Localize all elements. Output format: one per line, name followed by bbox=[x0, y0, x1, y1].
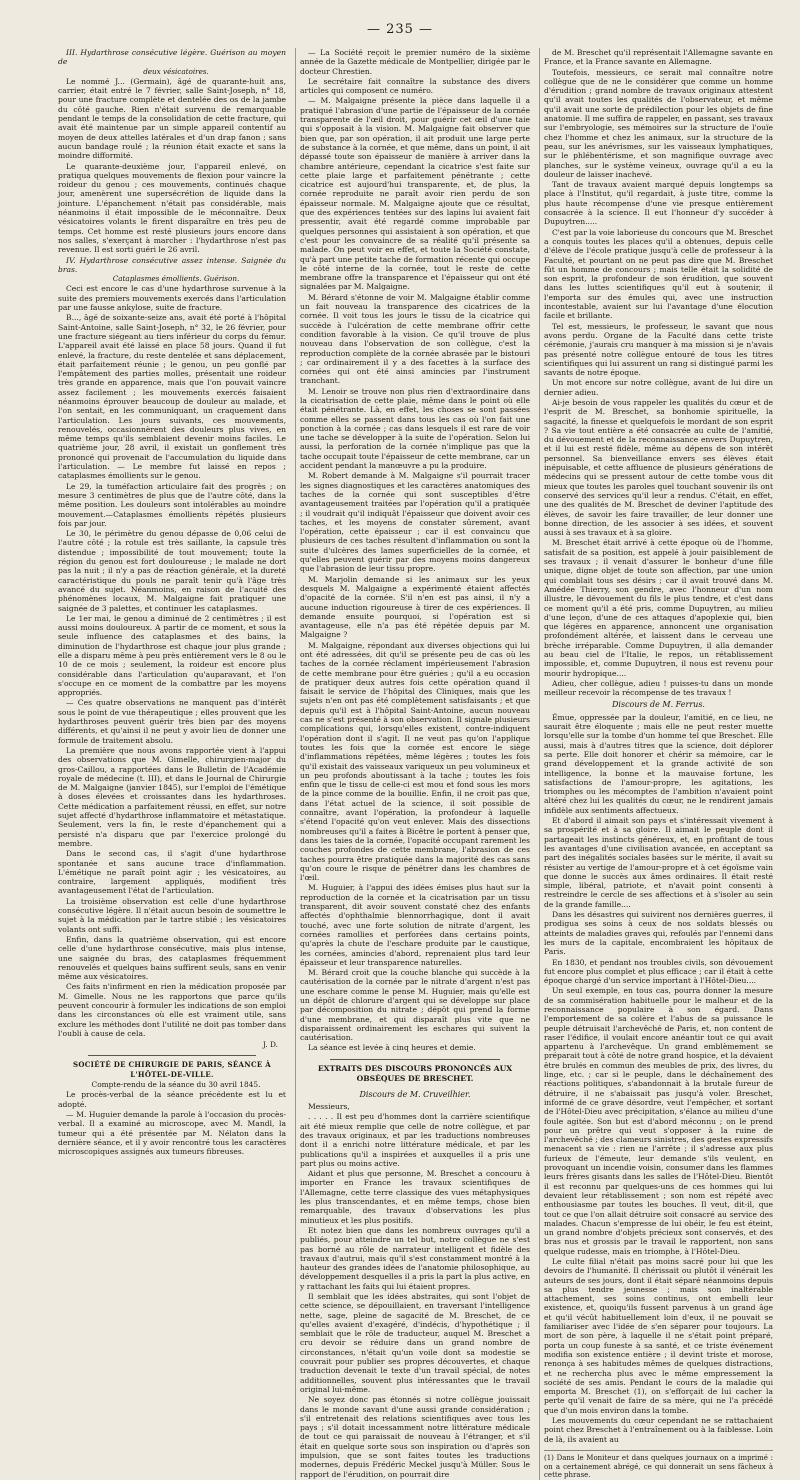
paragraph: C'est par la voie laborieuse du concours que M. Breschet a conquis toutes les places qu'il a obtenues, depuis celle d'élève de l'école pratique jusqu'à celle de professeur à la Faculté, et pourtant on ne peut pas dire que M. Breschet fût un homme de concours ; mais telle était la solidité de son esprit, la profondeur de son érudition, que souvent dans les luttes scientifiques qu'il eut à soutenir, il l'emporta sur des émules qui, avec une instruction incontestable, avaient sur lui l'avantage d'une élocution facile et brillante. bbox=[544, 227, 773, 321]
column-2 bbox=[295, 48, 530, 1480]
society-section-subtitle: Compte-rendu de la séance du 30 avril 1845. bbox=[91, 1080, 261, 1090]
column-1 bbox=[58, 48, 286, 1480]
footnote: (1) Dans le Moniteur et dans quelques journaux on a imprimé : on a certainement abrégé, ce qui donnerait un sens fâcheux à cette phrase. bbox=[544, 1450, 773, 1480]
salutation: Messieurs, bbox=[308, 1102, 350, 1112]
observation-3-title: III. Hydarthrose consécutive légère. Guérison au moyen de bbox=[58, 48, 286, 67]
paragraph: B..., âgé de soixante-seize ans, avait été porté à l'hôpital Saint-Antoine, salle Saint-Joseph, n° 32, le 26 février, pour une fracture siégeant au tiers inférieur du corps du fémur. L'appareil avait été laissé en place 58 jours. Quand il fut enlevé, la fracture, du reste dentelée et sans déplacement, était parfaitement réunie ; le genou, un peu gonflé par l'empâtement des parties molles, présentait une roideur très grande en apparence, mais que l'on pouvait vaincre assez facilement ; les mouvements exercés faisaient néanmoins éprouver beaucoup de douleur au malade, et l'on sentait, en les communiquant, un craquement dans l'articulation. Les jours suivants, ces mouvements, renouvelés, occasionnèrent des douleurs plus vives, en même temps qu'ils semblaient devenir moins faciles. Le quatrième jour, 28 avril, il existait un gonflement très prononcé qui provenait de l'accumulation du liquide dans l'articulation. — Le membre fut laissé en repos ; cataplasmes émollients sur le genou. bbox=[58, 313, 286, 481]
paragraph: La séance est levée à cinq heures et demie. bbox=[308, 1043, 476, 1053]
paragraph: . . . . . Il est peu d'hommes dont la carrière scientifique ait été mieux remplie que celle de notre collègue, et par des travaux originaux, et par les traductions nombreuses dont il a enrichi notre littérature médicale, et par les publications qu'il a inspirées et auxquelles il a pris une part plus ou moins active. bbox=[300, 1112, 530, 1168]
discours-cruveilhier-title: Discours de M. Cruveilhier. bbox=[359, 1089, 471, 1099]
paragraph: Le 1er mai, le genou a diminué de 2 centimètres ; il est aussi moins douloureux. A partir de ce moment, et sous la seule influence des cataplasmes et des bains, la diminution de l'hydarthrose est chaque jour plus grande ; elle a disparu même à peu près entièrement vers le 8 ou le 10 de ce mois ; seulement, la roideur est encore plus considérable dans l'articulation qu'auparavant, et l'on s'occupe en ce moment de la combattre par les moyens appropriés. bbox=[58, 613, 286, 698]
section-divider bbox=[330, 1059, 500, 1060]
paragraph: Ceci est encore le cas d'une hydarthrose survenue à la suite des premiers mouvements exercés dans l'articulation par une fausse ankylose, suite de fracture. bbox=[58, 284, 286, 313]
paragraph: M. Marjolin demande si les animaux sur les yeux desquels M. Malgaigne a expérimenté étaient affectés d'opacité de la cornée. S'il n'en est pas ainsi, il n'y a aucune induction rigoureuse à tirer de ces expériences. Il demande ensuite pourquoi, si l'opération est si avantageuse, elle n'a pas été répétée depuis par M. Malgaigne ? bbox=[300, 574, 530, 640]
observation-4-heading bbox=[58, 256, 286, 284]
paragraph: M. Malgaigne, répondant aux diverses objections qui lui ont été adressées, dit qu'il se présente peu de cas où les taches de la cornée réclament impérieusement l'abrasion de cette membrane pour être guéries ; qu'il a eu occasion de pratiquer deux autres fois cette opération quand il faisait le service de l'hôpital des Cliniques, mais que les sujets n'en ont pas été complètement satisfaisants ; et que depuis qu'il est à l'hôpital Saint-Antoine, aucun nouveau cas ne s'est présenté à son observation. Il signale plusieurs complications qui, lorsqu'elles existent, contre-indiquent l'opération dont il s'agit. Il ne veut pas qu'on l'applique toutes les fois que la cornée est encore le siège d'inflammations répétées, même légères ; toutes les fois qu'il existait des vaisseaux variqueux un peu volumineux et un peu profonds aboutissant à la tache ; toutes les fois enfin que le tissu de celle-ci est mou et fond sous les mors de la pince comme de la bouillie. Enfin, il ne croit pas que, dans l'état actuel de la science, il soit possible de connaître, avant l'opération, la profondeur à laquelle s'étend l'opacité qu'on veut enlever. Mais des dissections nombreuses qu'il a faites à Bicêtre le portent à penser que, dans les taies de la cornée, l'opacité occupant rarement les couches profondes de cette membrane, l'abrasion de ces taches pourra être pratiquée dans la majorité des cas sans qu'on coure le risque de pénétrer dans les chambres de l'œil. bbox=[300, 640, 530, 883]
paragraph: M. Bérard croit que la couche blanche qui succède à la cautérisation de la cornée par le nitrate d'argent n'est pas une eschare comme le pense M. Huguier, mais qu'elle est un dépôt de chlorure d'argent qui se développe sur place par décomposition du nitrate ; dépôt qui prend la forme d'une membrane, et qui disparaît plus vite que ne disparaissent ordinairement les eschares qui suivent la cautérisation. bbox=[300, 968, 530, 1043]
paragraph: M. Lenoir se trouve non plus rien d'extraordinaire dans la cicatrisation de cette plaie, même dans le point où elle était pénétrante. Là, en effet, les choses se sont passées comme elles se passent dans tous les cas où l'on fait une ponction à la cornée ; cas dans lesquels il est rare de voir une tache se développer à la suite de l'opération. Selon lui aussi, la perforation de la cornée n'implique pas que la tache occupait toute l'épaisseur de cette membrane, car un accident pendant la manœuvre a pu la produire. bbox=[300, 386, 530, 471]
paragraph: — M. Huguier demande la parole à l'occasion du procès-verbal. Il a examiné au microscope, avec M. Mandl, la tumeur qui a été présentée par M. Nélaton dans la dernière séance, et il y avoir rencontré tous les caractères microscopiques assignés aux tumeurs fibreuses. bbox=[58, 1109, 286, 1157]
paragraph: Toutefois, messieurs, ce serait mal connaître notre collègue que de ne le considérer que comme un homme d'érudition ; grand nombre de travaux originaux attestent qu'il avait toutes les qualités de l'observateur, et même qu'il avait une sorte de prédilection pour les objets de fine anatomie. Il me suffira de rappeler, en passant, ses travaux sur l'embryologie, ses mémoires sur la structure de l'ouïe chez l'homme et chez les animaux, sur la structure de la peau, sur les anévrismes, sur les vaisseaux lymphatiques, sur le phlébentérisme, et son magnifique ouvrage avec planches, sur le système veineux, ouvrage qu'il a eu la douleur de laisser inachevé. bbox=[544, 67, 773, 179]
paragraph: Et notez bien que dans les nombreux ouvrages qu'il a publiés, pour atteindre un tel but, notre collègue ne s'est pas borné au rôle de narrateur intelligent et fidèle des travaux d'autrui, mais qu'il s'est constamment montré à la hauteur des grandes idées de l'anatomie philosophique, au développement desquelles il a pris la part la plus active, en y rattachant les faits qui lui étaient propres. bbox=[300, 1225, 530, 1291]
paragraph: Les mouvements du cœur cependant ne se rattachaient point chez Breschet à l'entraînement ou à la faiblesse. Loin de là, ils avaient au bbox=[544, 1416, 773, 1444]
paragraph: Un seul exemple, en tous cas, pourra donner la mesure de sa commisération habituelle pour le malheur et de la reconnaissance populaire à son égard. Dans l'emportement de sa colère et l'abus de sa puissance le peuple détruisait l'archevêché de Paris, et, non content de raser l'édifice, il voulait encore anéantir tout ce qui avait appartenu à l'archevêque. Un grand emblèmement se préparait tout à côté de notre grand hospice, et la dévaient être brulés en commun des meubles de prix, des livres, du linge, etc. ; car si le peuple, dans le déchaînement des réactions politiques, s'abandonnait à la brutale fureur de détruire, il ne s'abaissait pas jusqu'à voler. Breschet, informé de ce grave désordre, veut l'empêcher, et sortant de l'Hôtel-Dieu avec précipitation, s'élance au milieu d'une foule agitée. Son but est d'abord méconnu ; on le prend pour un prêtre qui veut s'opposer à la ruine de l'archevêché ; des clameurs sinistres, des gestes expressifs menacent sa vie : rien ne l'arrête ; il s'adresse aux plus furieux de l'émeute, leur demande s'ils veulent, en provoquant un incendie voisin, consumer dans les flammes leurs frères gisants dans les salles de l'Hôtel-Dieu. Bientôt il est reconnu par quelques-uns de ces hommes qui lui devaient leur rétablissement ; son nom est répété avec enthousiasme par toutes les bouches. Il veut, dit-il, que tout ce que l'on allait détruire soit consacré au service des malades. Chacun s'empresse de lui obéir, le feu est éteint, un grand nombre d'objets précieux sont conservés, et des bras nus et grossis par le travail le rapportent, non sans quelque rudesse, mais en triomphe, à l'Hôtel-Dieu. bbox=[544, 986, 773, 1256]
paragraph: La troisième observation est celle d'une hydarthrose consécutive légère. Il n'était aucun besoin de soumettre le sujet à la médication par le tartre stibié ; les vésicatoires volants ont suffi. bbox=[58, 896, 286, 934]
paragraph: M. Huguier, à l'appui des idées émises plus haut sur la reproduction de la cornée et la cicatrisation par un tissu transparent, dit avoir souvent constaté chez des enfants affectés d'ophthalmie blennorrhagique, dont il avait touché, avec une forte solution de nitrate d'argent, les cornées ramollies et perforées dans certains points, qu'après la chute de l'eschare produite par le caustique, les cornées, amincies d'abord, reprenaient plus tard leur épaisseur et leur transparence naturelles. bbox=[300, 883, 530, 967]
paragraph: En 1830, et pendant nos troubles civils, son dévouement fut encore plus complet et plus efficace ; car il était à cette époque chargé d'un service important à l'Hôtel-Dieu.... bbox=[544, 957, 773, 986]
paragraph: Le culte filial n'était pas moins sacré pour lui que les devoirs de l'humanité. Il chérissait ou plutôt il vénérait les auteurs de ses jours, dont il était séparé néanmoins depuis sa plus tendre jeunesse ; mais son inaltérable attachement, ses soins continus, ont embelli leur existence, et, quoiqu'ils fussent parvenus à un grand âge et qu'il vécût habituellement loin d'eux, il ne pouvait se familiariser avec l'idée de s'en séparer pour toujours. La mort de son père, à laquelle il ne s'était point préparé, porta un coup funeste à sa santé, et ce triste événement modifia son existence entière ; il devint triste et morose, renonça à ses habitudes mêmes de quelques distractions, et ne rechercha plus avec le même empressement la société de ses amis. Pendant le cours de la maladie qui emporta M. Breschet (1), on s'efforçait de lui cacher la perte qu'il venait de faire de sa mère, qui ne l'a précédé que d'un mois environ dans la tombe. bbox=[544, 1257, 773, 1415]
paragraph: Adieu, cher collègue, adieu ! puisses-tu dans un monde meilleur recevoir la récompense de tes travaux ! bbox=[544, 678, 773, 698]
paragraph: — M. Malgaigne présente la pièce dans laquelle il a pratiqué l'abrasion d'une partie de l'épaisseur de la cornée transparente de l'œil droit, pour guérir cet œil d'une taie qui s'opposait à la vision. M. Malgaigne fait observer que bien que, par son opération, il ait produit une large perte de substance à la cornée, et que même, dans un point, il ait dépassé toute son épaisseur de manière à arriver dans la chambre antérieure, cependant la cicatrice s'est faite sur cette plaie large et parfaitement pénétrante ; cette cicatrice est aujourd'hui transparente, et, de plus, la cornée reproduite ne paraît avoir rien perdu de son épaisseur normale. M. Malgaigne ajoute que ce résultat, que des expériences tentées sur des lapins lui avaient fait pressentir, avait été regardé comme improbable par quelques personnes qui assistaient à son opération, et que c'est pour les convaincre de sa réalité qu'il présente sa malade. On peut voir en effet, et toute la Société constate, qu'à part une petite tache de formation récente qui occupe le côté interne de la cornée, tout le reste de cette membrane offre la transparence et l'épaisseur qui ont été signalées par M. Malgaigne. bbox=[300, 96, 530, 292]
observation-3-heading bbox=[58, 48, 286, 76]
paragraph: Il semblait que les idées abstraites, qui sont l'objet de cette science, se dépouillaient, en traversant l'intelligence nette, sage, pleine de sagacité de M. Breschet, de ce qu'elles avaient d'exagéré, d'indécis, d'hypothétique ; il semblait que le rôle de traducteur, auquel M. Breschet a cru devoir se réduire dans un grand nombre de circonstances, n'était qu'un voile dont sa modestie se couvrait pour publier ses propres découvertes, et chaque traduction devenait le texte d'un travail spécial, de notes additionnelles, souvent plus intéressantes que le travail original lui-même. bbox=[300, 1292, 530, 1394]
discours-section-title: EXTRAITS DES DISCOURS PRONONCÉS AUX OBSÈQUES DE BRESCHET. bbox=[317, 1063, 513, 1083]
paragraph: Ai-je besoin de vous rappeler les qualités du cœur et de l'esprit de M. Breschet, sa bonhomie spirituelle, la sagacité, la finesse et quelquefois le mordant de son esprit ? Sa vie tout entière a été consacrée au culte de l'amitié, du dévouement et de la reconnaissance envers Dupuytren, et il lui est resté fidèle, même au dépens de son intérêt personnel. Sa bienveillance envers ses élèves était inépuisable, et cette affluence de plusieurs générations de médecins qui se pressent autour de cette tombe vous dit mieux que toutes les paroles quel touchant souvenir ils ont conservé des services qu'il leur a rendus. C'était, en effet, une des qualités de M. Breschet de deviner l'aptitude des élèves, de savoir les faire travailler, de leur donner une bonne direction, de les associer à ses idées, et souvent aussi à ses travaux et à sa gloire. bbox=[544, 397, 773, 538]
paragraph: Le nommé J... (Germain), âgé de quarante-huit ans, carrier, était entré le 7 février, salle Saint-Joseph, n° 18, pour une fracture complète et dentelée des os de la jambe du côté gauche. Rien n'était survenu de remarquable pendant le temps de la consolidation de cette fracture, qui avait été maintenue par un simple appareil contentif au moyen de deux attelles latérales et d'un drap fanon ; sans aucun bandage roulé ; la réunion était exacte et sans la moindre difformité. bbox=[58, 76, 286, 161]
discours-ferrus-title: Discours de M. Ferrus. bbox=[612, 700, 705, 710]
observation-4-title: IV. Hydarthrose consécutive assez intense. Saignée du bras. bbox=[58, 255, 286, 274]
paragraph: Et d'abord il aimait son pays et s'intéressait vivement à sa prospérité et à sa gloire. Il aimait le peuple dont il partageait les instincts généreux, et, en profitant de tous les avantages d'une civilisation avancée, en acceptant sa part des inégalités sociales basées sur le mérite, il avait su résister au vertige de l'amour-propre et à cet égoïsme vain que donne le succès aux âmes ordinaires. Il était resté simple, libéral, patriote, et n'avait point consenti à restreindre le cercle de ses affections et à s'isoler au sein de la grande famille.... bbox=[544, 816, 773, 909]
author-signature: J. D. bbox=[262, 1040, 278, 1050]
paragraph: — Ces quatre observations ne manquent pas d'intérêt sous le point de vue thérapeutique ; elles prouvent que les hydarthroses peuvent guérir très bien par des moyens différents, et qu'ainsi il ne peut y avoir lieu de donner une formule de traitement absolu. bbox=[58, 698, 286, 745]
paragraph: Le quarante-deuxième jour, l'appareil enlevé, on pratiqua quelques mouvements de flexion pour vaincre la roideur du genou ; ces mouvements, continués chaque jour, amenèrent une supersécrétion de liquide dans la jointure. L'épanchement n'était pas considérable, mais néanmoins il était impossible de le méconnaître. Deux vésicatoires volants le firent disparaître en très peu de temps. Cet homme est resté plusieurs jours encore dans nos salles, s'exerçant à marcher : l'hydarthrose n'est pas revenue. Il est sorti guéri le 26 avril. bbox=[58, 161, 286, 255]
observation-4-subtitle: Cataplasmes émollients. Guérison. bbox=[112, 274, 240, 284]
article-columns bbox=[58, 48, 773, 1480]
paragraph: de M. Breschet qu'il représentait l'Allemagne savante en France, et la France savante en Allemagne. bbox=[544, 48, 773, 67]
paragraph: Émue, oppressée par la douleur, l'amitié, en ce lieu, ne saurait être éloquente ; mais elle ne peut rester muette lorsqu'elle sur la tombe d'un homme tel que Breschet. Elle aussi, mais à d'autres titres que la science, doit déplorer sa perte. Elle doit honorer et chérir sa mémoire, car le grand développement et la grande activité de son intelligence, la bonne et la mauvaise fortune, les satisfactions de l'amour-propre, les agitations, les triomphes ou les mécomptes de l'ambition n'avaient point altéré chez lui les qualités du cœur, ne le rendirent jamais infidèle aux sentiments affectueux. bbox=[544, 712, 773, 815]
paragraph: — La Société reçoit le premier numéro de la sixième année de la Gazette médicale de Montpellier, dirigée par le docteur Chrestien. bbox=[300, 48, 530, 76]
page-number: — 235 — bbox=[366, 22, 434, 37]
paragraph: Tel est, messieurs, le professeur, le savant que nous avons perdu. Organe de la Faculté dans cette triste cérémonie, j'aurais cru manquer à ma mission si je n'avais pas présenté notre collègue entouré de tous les titres scientifiques qui lui assurent un rang si distingué parmi les savants de notre époque. bbox=[544, 321, 773, 378]
column-3 bbox=[539, 48, 773, 1480]
paragraph: Dans les désastres qui suivirent nos dernières guerres, il prodigua ses soins à ceux de nos soldats blessés ou atteints de maladies graves qui, refoulés par l'ennemi dans les murs de la capitale, encombraient les hôpitaux de Paris. bbox=[544, 910, 773, 957]
paragraph: M. Robert demande à M. Malgaigne s'il pourrait tracer les signes diagnostiques et les caractères anatomiques des taches de la cornée qui sont susceptibles d'être avantageusement traitées par l'opération qu'il a pratiquée ; il voudrait qu'il indiquât l'épaisseur que doivent avoir ces taches, et les moyens de constater sûrement, avant l'opération, cette épaisseur ; car il est convaincu que plusieurs de ces taches résultent d'inflammation ou sont la suite d'ulcères des lames superficielles de la cornée, et qu'elles peuvent guérir par des moyens moins dangereux que l'abrasion de leur tissu propre. bbox=[300, 471, 530, 574]
paragraph: Ne soyez donc pas étonnés si notre collègue jouissait dans le monde savant d'une aussi grande considération ; s'il entretenait des relations scientifiques avec tous les pays ; s'il dotait incessamment notre littérature médicale de tout ce qui paraissait de nouveau à l'étranger, et s'il était en quelque sorte sous son inspiration ou d'après son impulsion, que se sont faites toutes les traductions modernes, depuis Frédéric Meckel jusqu'à Müller. Sous le rapport de l'érudition, on pourrait dire bbox=[300, 1395, 530, 1479]
paragraph: Le procès-verbal de la séance précédente est lu et adopté. bbox=[58, 1090, 286, 1109]
paragraph: M. Breschet était arrivé à cette époque où de l'homme, satisfait de sa position, est appelé à jouir paisiblement de ses travaux ; il venait d'assurer le bonheur d'une fille unique, digne objet de toute son affection, par une union qui comblait tous ses désirs ; car il avait trouvé dans M. Amédée Thierry, son gendre, avec l'honneur d'un nom illustre, le dévouement du fils le plus tendre, et c'est dans ce moment qu'il a été pris, comme Dupuytren, au milieu d'une leçon, d'une de ces attaques d'apoplexie qui, bien que légères en apparence, annoncent une organisation profondément altérée, et laissent dans le cerveau une brèche irréparable. Comme Dupuytren, il alla demander au beau ciel de l'Italie, le repos, un rétablissement impossible, et, comme Dupuytren, il nous est revenu pour mourir hydropique.... bbox=[544, 538, 773, 678]
paragraph: Tant de travaux avaient marqué depuis longtemps sa place à l'Institut, qu'il regardait, à juste titre, comme la plus haute récompense d'une vie presque entièrement consacrée à la science. Il eut l'honneur d'y succéder à Dupuytren..... bbox=[544, 180, 773, 227]
paragraph: Un mot encore sur notre collègue, avant de lui dire un dernier adieu. bbox=[544, 378, 773, 397]
paragraph: Le secrétaire fait connaître la substance des divers articles qui composent ce numéro. bbox=[300, 76, 530, 96]
paragraph: Dans le second cas, il s'agit d'une hydarthrose spontanée et sans aucune trace d'inflammation. L'émétique ne paraît point agir ; les vésicatoires, au contraire, largement appliqués, modifient très avantageusement l'état de l'articulation. bbox=[58, 849, 286, 896]
paragraph: Enfin, dans la quatrième observation, qui est encore celle d'une hydarthrose consécutive, mais plus intense, une saignée du bras, des cataplasmes fréquemment renouvelés et quelques bains suffirent seuls, sans en venir même aux vésicatoires. bbox=[58, 934, 286, 982]
society-section-title: SOCIÉTÉ DE CHIRURGIE DE PARIS, SÉANCE À L'HÔTEL-DE-VILLE. bbox=[73, 1060, 271, 1079]
observation-3-subtitle: deux vésicatoires. bbox=[143, 66, 209, 76]
paragraph: Ces faits n'infirment en rien la médication proposée par M. Gimelle. Nous ne les rapportons que parce qu'ils peuvent concourir à formuler les indications de son emploi dans les circonstances où elle est vraiment utile, sans exclure les méthodes dont l'utilité ne doit pas tomber dans l'oubli à cause de cela. bbox=[58, 982, 286, 1038]
paragraph: Le 30, le périmètre du genou dépasse de 0,06 celui de l'autre côté ; la rotule est très saillante, la capsule très distendue ; impossibilité de tout mouvement; toute la région du genou est fort douloureuse ; le malade ne dort pas la nuit ; il n'y a pas de réaction générale, et la dureté caractéristique du pouls ne paraît tenir qu'à l'âge très avancé du sujet. Néanmoins, en raison de l'acuité des phénomènes locaux, M. Malgaigne fait pratiquer une saignée de 3 palettes, et continuer les cataplasmes. bbox=[58, 529, 286, 613]
section-divider bbox=[88, 1055, 256, 1056]
paragraph: Aidant et plus que personne, M. Breschet a concouru à importer en France les travaux scientifiques de l'Allemagne, cette terre classique des vues métaphysiques les plus transcendantes, et en même temps, chose bien remarquable, des travaux d'observations les plus minutieux et les plus positifs. bbox=[300, 1169, 530, 1225]
paragraph: Le 29, la tuméfaction articulaire fait des progrès ; on mesure 3 centimètres de plus que de l'autre côté, dans la même position. Les douleurs sont intolérables au moindre mouvement.—Cataplasmes émollients répétés plusieurs fois par jour. bbox=[58, 481, 286, 528]
paragraph: La première que nous avons rapportée vient à l'appui des observations que M. Gimelle, chirurgien-major du gros-Caillou, a rapportées dans le Bulletin de l'Académie royale de médecine (t. III), et dans le Journal de Chirurgie de M. Malgaigne (janvier 1845), sur l'emploi de l'émétique à doses élevées et croissantes dans les hydarthroses. Cette médication a parfaitement réussi, en effet, sur notre sujet affecté d'hydarthrose inflammatoire et métastatique. Seulement, vers la fin, le reste d'épanchement qui a persisté n'a disparu que par l'exercice prolongé du membre. bbox=[58, 745, 286, 848]
paragraph: M. Bérard s'étonne de voir M. Malgaigne établir comme un fait nouveau la transparence des cicatrices de la cornée. Il voit tous les jours le tissu de la cicatrice qui succède à l'ulcération de cette membrane offrir cette condition favorable à la vision. Ce qu'il trouve de plus nouveau dans l'observation de son collègue, c'est la reproduction complète de la cornée abrasée par le bistouri ; car ordinairement il y a des facettes à la surface des cornées qui ont été ainsi amincies par l'instrument tranchant. bbox=[300, 292, 530, 386]
